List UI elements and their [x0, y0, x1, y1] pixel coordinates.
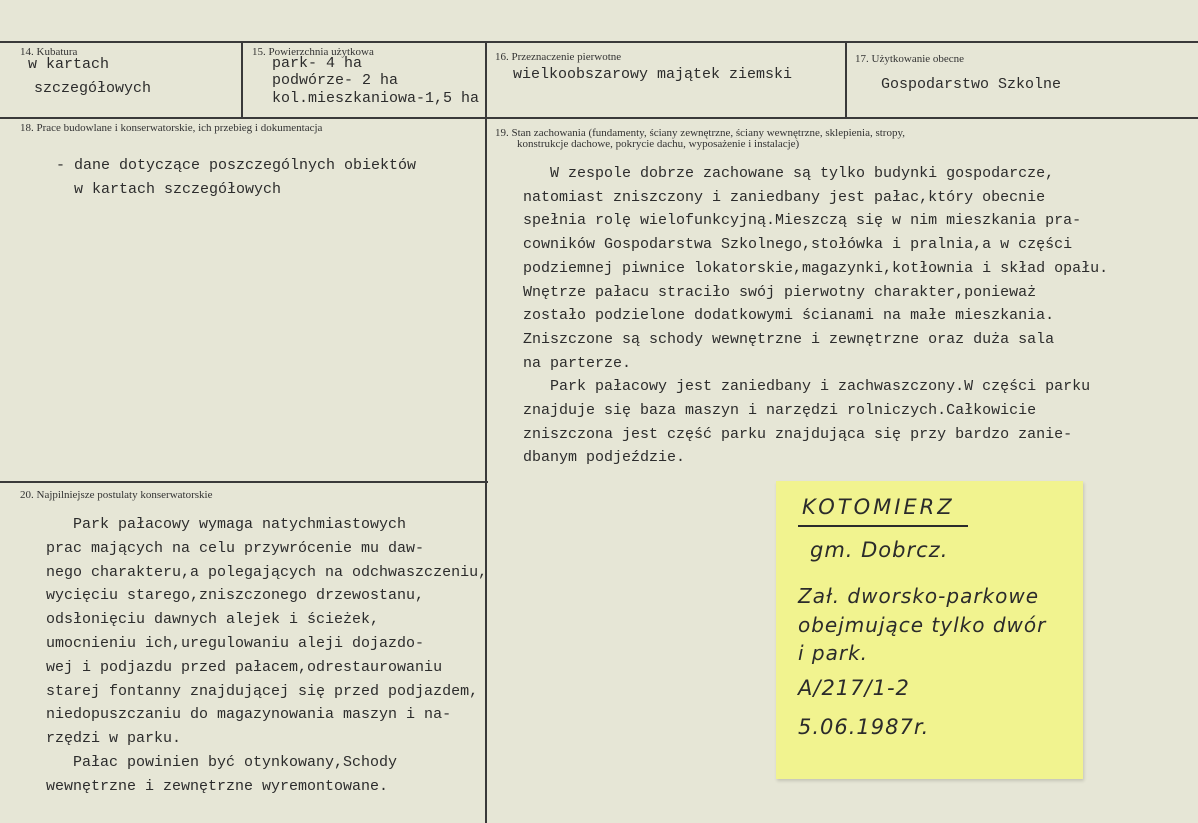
- section19-line-9: na parterze.: [523, 354, 632, 372]
- section20-line-3: nego charakteru,a polegających na odchwaszczeniu,: [46, 563, 488, 581]
- note-description-line-3: i park.: [798, 641, 869, 665]
- section19-label-line-2: konstrukcje dachowe, pokrycie dachu, wyposażenie i instalacje): [517, 138, 800, 150]
- section19-line-3: spełnia rolę wielofunkcyjną.Mieszczą się w nim mieszkania pra-: [523, 212, 1082, 230]
- section20-top-rule: [0, 481, 488, 483]
- field-17-label: 17. Użytkowanie obecne: [855, 53, 965, 65]
- section19-line-11: znajduje się baza maszyn i narzędzi rolniczych.Całkowicie: [523, 402, 1037, 419]
- sticky-note: [776, 481, 1083, 779]
- field-15-label: 15. Powierzchnia użytkowa: [252, 46, 374, 58]
- section20-line-11: Pałac powinien być otynkowany,Schody: [46, 754, 398, 771]
- section19-line-2: natomiast zniszczony i zaniedbany jest pałac,który obecnie: [523, 188, 1046, 206]
- section19-line-8: Zniszczone są schody wewnętrzne i zewnętrzne oraz duża sala: [523, 330, 1055, 348]
- field-14-label: 14. Kubatura: [20, 46, 78, 58]
- note-description-line-1: Zał. dworsko-parkowe: [798, 584, 1040, 608]
- section20-line-8: starej fontanny znajdującej się przed podjazdem,: [46, 682, 479, 700]
- section20-line-9: niedopuszczaniu do magazynowania maszyn i na-: [46, 706, 452, 724]
- divider-2: [485, 41, 487, 823]
- section20-label: 20. Najpilniejsze postulaty konserwatorskie: [20, 489, 213, 501]
- section19-label-line-1: 19. Stan zachowania (fundamenty, ściany zewnętrzne, ściany wewnętrzne, sklepienia, stropy,: [495, 127, 906, 139]
- field-17-value: Gospodarstwo Szkolne: [881, 76, 1062, 93]
- section19-line-10: Park pałacowy jest zaniedbany i zachwaszczony.W części parku: [523, 378, 1091, 396]
- section20-line-7: wej i podjazdu przed pałacem,odrestaurowaniu: [46, 658, 443, 676]
- divider-1: [241, 41, 243, 117]
- section20-line-10: rzędzi w parku.: [46, 730, 182, 748]
- section19-line-6: Wnętrze pałacu straciło swój pierwotny charakter,ponieważ: [523, 283, 1037, 301]
- field-15-value-line-1: park- 4 ha: [272, 55, 363, 72]
- section18-line-2: w kartach szczegółowych: [56, 181, 282, 198]
- section20-line-5: odsłonięciu dawnych alejek i ścieżek,: [46, 611, 380, 629]
- field-16-label: 16. Przeznaczenie pierwotne: [495, 51, 622, 63]
- section19-line-7: zostało podzielone dodatkowymi ścianami na małe mieszkania.: [523, 307, 1055, 325]
- field-14-value-line-1: w kartach: [28, 56, 110, 73]
- note-commune: gm. Dobrcz.: [810, 538, 949, 562]
- note-place-underline: [798, 525, 968, 527]
- section20-line-6: umocnieniu ich,uregulowaniu aleji dojazdo-: [46, 635, 425, 652]
- top-rule: [0, 41, 1198, 43]
- section20-line-4: wycięciu starego,zniszczonego drzewostanu,: [46, 587, 425, 605]
- field-14-value-line-2: szczegółowych: [34, 80, 152, 97]
- section18-label: 18. Prace budowlane i konserwatorskie, ich przebieg i dokumentacja: [20, 122, 323, 134]
- note-register-number: A/217/1-2: [798, 676, 910, 700]
- divider-3: [845, 41, 847, 117]
- field-15-value-line-2: podwórze- 2 ha: [272, 72, 399, 89]
- section19-line-13: dbanym podjeździe.: [523, 449, 686, 467]
- section19-line-12: zniszczona jest część parku znajdująca się przy bardzo zanie-: [523, 425, 1073, 443]
- field-15-value-line-3: kol.mieszkaniowa-1,5 ha: [272, 90, 480, 107]
- section20-line-12: wewnętrzne i zewnętrzne wyremontowane.: [46, 777, 389, 795]
- section19-line-4: cowników Gospodarstwa Szkolnego,stołówka i pralnia,a w części: [523, 236, 1073, 254]
- section19-line-1: W zespole dobrze zachowane są tylko budynki gospodarcze,: [523, 165, 1055, 182]
- section18-line-1: - dane dotyczące poszczególnych obiektów: [56, 157, 417, 174]
- note-description-line-2: obejmujące tylko dwór: [798, 613, 1047, 637]
- note-date: 5.06.1987r.: [798, 715, 930, 739]
- field-16-value: wielkoobszarowy majątek ziemski: [513, 66, 793, 83]
- header-bottom-rule: [0, 117, 1198, 119]
- section20-line-2: prac mających na celu przywrócenie mu daw-: [46, 539, 425, 557]
- section20-line-1: Park pałacowy wymaga natychmiastowych: [46, 516, 407, 533]
- section19-line-5: podziemnej piwnice lokatorskie,magazynki,kotłownia i skład opału.: [523, 259, 1109, 277]
- note-place-name: KOTOMIERZ: [802, 495, 955, 519]
